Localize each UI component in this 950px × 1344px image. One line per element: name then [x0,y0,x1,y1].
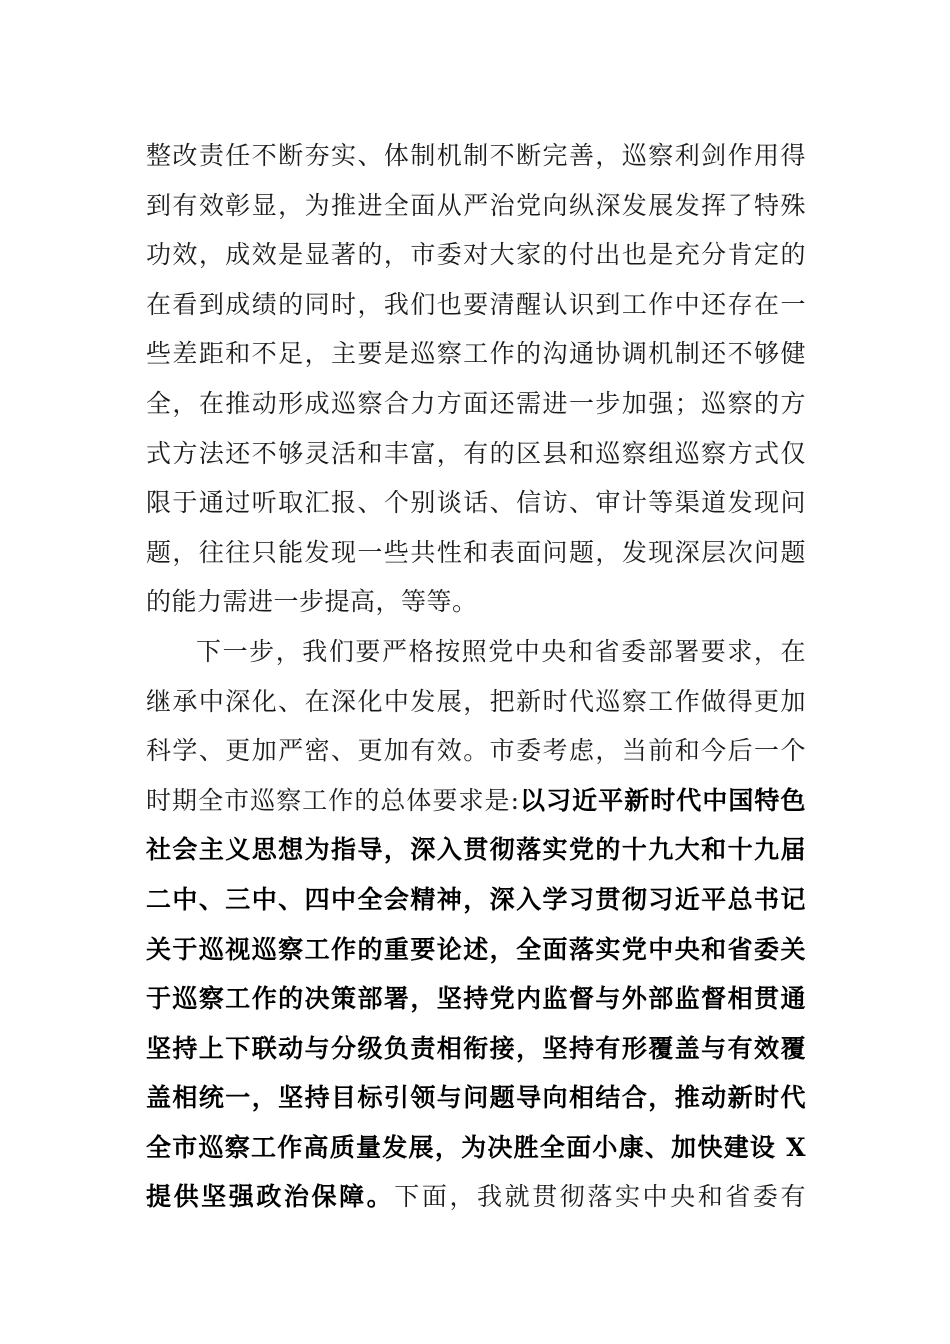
text-line: 科学、更加严密、更加有效。市委考虑，当前和今后一个 [146,736,806,766]
text-normal: 下面，我就贯彻落实中央和省委有 [394,1182,806,1212]
text-normal: 时期全市巡察工作的总体要求是: [146,785,520,815]
text-line-bold: 社会主义思想为指导，深入贯彻落实党的十九大和十九届 [146,835,806,865]
text-line-mixed [146,1172,806,1222]
text-line: 下一步，我们要严格按照党中央和省委部署要求，在 [196,636,806,666]
text-line: 的能力需进一步提高，等等。 [146,587,478,617]
text-line: 式方法还不够灵活和丰富，有的区县和巡察组巡察方式仅 [146,438,806,468]
text-line-bold: 全市巡察工作高质量发展，为决胜全面小康、加快建设 X [146,1132,806,1162]
text-line: 继承中深化、在深化中发展，把新时代巡察工作做得更加 [146,686,806,716]
text-line-mixed [146,776,806,826]
text-line-bold: 于巡察工作的决策部署，坚持党内监督与外部监督相贯通 [146,984,806,1014]
text-line-bold: 盖相统一，坚持目标引领与问题导向相结合，推动新时代 [146,1083,806,1113]
text-line-bold: 关于巡视巡察工作的重要论述，全面落实党中央和省委关 [146,934,806,964]
text-line: 全，在推动形成巡察合力方面还需进一步加强；巡察的方 [146,388,806,418]
text-bold: 以习近平新时代中国特色 [519,785,806,815]
text-line-bold: 坚持上下联动与分级负责相衔接，坚持有形覆盖与有效覆 [146,1033,806,1063]
text-line: 题，往往只能发现一些共性和表面问题，发现深层次问题 [146,537,806,567]
text-line: 到有效彰显，为推进全面从严治党向纵深发展发挥了特殊 [146,190,806,220]
paragraph-1 [146,131,806,627]
text-bold: 提供坚强政治保障。 [146,1182,395,1212]
text-line-bold: 二中、三中、四中全会精神，深入学习贯彻习近平总书记 [146,884,806,914]
document-body [146,131,806,1222]
text-line: 限于通过听取汇报、个别谈话、信访、审计等渠道发现问 [146,488,806,518]
text-line: 在看到成绩的同时，我们也要清醒认识到工作中还存在一 [146,289,806,319]
text-line: 整改责任不断夯实、体制机制不断完善，巡察利剑作用得 [146,141,806,170]
text-line: 些差距和不足，主要是巡察工作的沟通协调机制还不够健 [146,339,806,369]
paragraph-2 [146,627,806,1222]
text-line: 功效，成效是显著的，市委对大家的付出也是充分肯定的 [146,240,806,270]
